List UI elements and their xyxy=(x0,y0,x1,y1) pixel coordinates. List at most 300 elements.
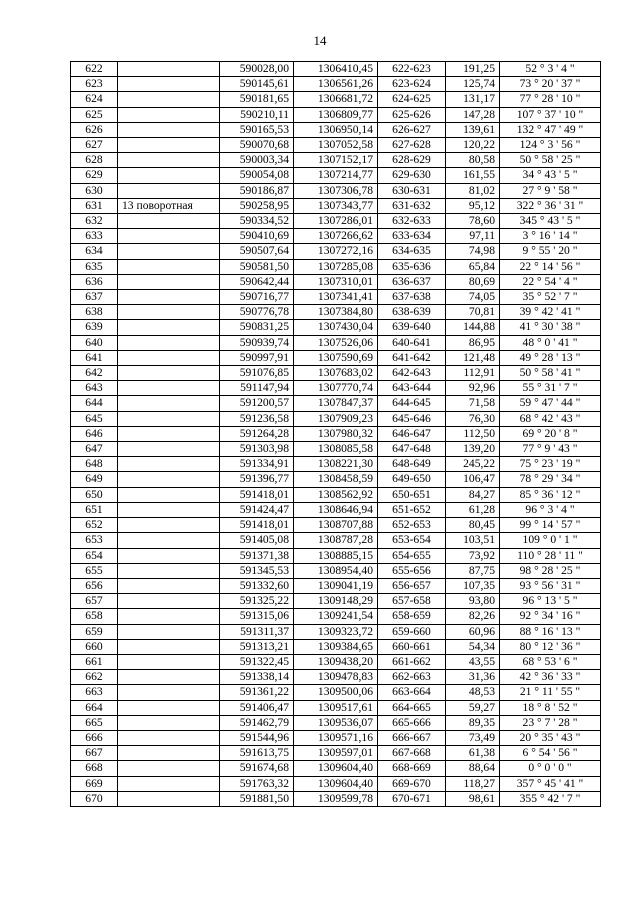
x-coordinate-cell: 590831,25 xyxy=(220,320,294,335)
table-row xyxy=(71,290,601,305)
y-coordinate-cell: 1307384,80 xyxy=(294,305,378,320)
direction-angle-cell: 93 ° 56 ' 31 " xyxy=(500,578,601,593)
y-coordinate-cell: 1307310,01 xyxy=(294,274,378,289)
segment-cell: 660-661 xyxy=(378,639,446,654)
point-number-cell: 631 xyxy=(71,198,118,213)
direction-angle-cell: 21 ° 11 ' 55 " xyxy=(500,685,601,700)
segment-length-cell: 139,61 xyxy=(446,122,500,137)
direction-angle-cell: 68 ° 53 ' 6 " xyxy=(500,654,601,669)
point-number-cell: 652 xyxy=(71,518,118,533)
x-coordinate-cell: 590145,61 xyxy=(220,77,294,92)
point-type-cell xyxy=(118,776,220,791)
segment-cell: 627-628 xyxy=(378,138,446,153)
direction-angle-cell: 18 ° 8 ' 52 " xyxy=(500,700,601,715)
y-coordinate-cell: 1308221,30 xyxy=(294,457,378,472)
direction-angle-cell: 78 ° 29 ' 34 " xyxy=(500,472,601,487)
point-number-cell: 670 xyxy=(71,791,118,806)
direction-angle-cell: 49 ° 28 ' 13 " xyxy=(500,350,601,365)
segment-cell: 651-652 xyxy=(378,502,446,517)
x-coordinate-cell: 590054,08 xyxy=(220,168,294,183)
direction-angle-cell: 77 ° 28 ' 10 " xyxy=(500,92,601,107)
y-coordinate-cell: 1307590,69 xyxy=(294,350,378,365)
direction-angle-cell: 22 ° 54 ' 4 " xyxy=(500,274,601,289)
segment-length-cell: 73,49 xyxy=(446,730,500,745)
segment-length-cell: 73,92 xyxy=(446,548,500,563)
y-coordinate-cell: 1308646,94 xyxy=(294,502,378,517)
table-row xyxy=(71,320,601,335)
point-type-cell xyxy=(118,366,220,381)
segment-cell: 641-642 xyxy=(378,350,446,365)
segment-length-cell: 82,26 xyxy=(446,609,500,624)
point-type-cell xyxy=(118,791,220,806)
segment-length-cell: 78,60 xyxy=(446,214,500,229)
point-type-cell xyxy=(118,700,220,715)
point-number-cell: 642 xyxy=(71,366,118,381)
segment-cell: 670-671 xyxy=(378,791,446,806)
point-number-cell: 656 xyxy=(71,578,118,593)
segment-length-cell: 80,58 xyxy=(446,153,500,168)
point-number-cell: 623 xyxy=(71,77,118,92)
direction-angle-cell: 68 ° 42 ' 43 " xyxy=(500,411,601,426)
x-coordinate-cell: 590334,52 xyxy=(220,214,294,229)
point-number-cell: 640 xyxy=(71,335,118,350)
segment-cell: 669-670 xyxy=(378,776,446,791)
x-coordinate-cell: 591881,50 xyxy=(220,791,294,806)
y-coordinate-cell: 1307052,58 xyxy=(294,138,378,153)
direction-angle-cell: 48 ° 0 ' 41 " xyxy=(500,335,601,350)
point-type-cell xyxy=(118,138,220,153)
point-number-cell: 630 xyxy=(71,183,118,198)
segment-length-cell: 61,38 xyxy=(446,746,500,761)
table-row xyxy=(71,122,601,137)
segment-cell: 658-659 xyxy=(378,609,446,624)
segment-cell: 632-633 xyxy=(378,214,446,229)
point-number-cell: 661 xyxy=(71,654,118,669)
point-type-cell xyxy=(118,259,220,274)
direction-angle-cell: 110 ° 28 ' 11 " xyxy=(500,548,601,563)
y-coordinate-cell: 1307343,77 xyxy=(294,198,378,213)
segment-length-cell: 245,22 xyxy=(446,457,500,472)
segment-cell: 650-651 xyxy=(378,487,446,502)
table-row xyxy=(71,746,601,761)
point-type-cell xyxy=(118,350,220,365)
segment-length-cell: 147,28 xyxy=(446,107,500,122)
y-coordinate-cell: 1308707,88 xyxy=(294,518,378,533)
point-type-cell xyxy=(118,396,220,411)
table-row xyxy=(71,214,601,229)
point-number-cell: 622 xyxy=(71,62,118,77)
point-number-cell: 626 xyxy=(71,122,118,137)
point-type-cell xyxy=(118,639,220,654)
point-number-cell: 654 xyxy=(71,548,118,563)
table-row xyxy=(71,594,601,609)
x-coordinate-cell: 591763,32 xyxy=(220,776,294,791)
point-number-cell: 641 xyxy=(71,350,118,365)
segment-cell: 630-631 xyxy=(378,183,446,198)
point-number-cell: 655 xyxy=(71,563,118,578)
x-coordinate-cell: 591674,68 xyxy=(220,761,294,776)
segment-cell: 625-626 xyxy=(378,107,446,122)
point-type-cell xyxy=(118,761,220,776)
y-coordinate-cell: 1307152,17 xyxy=(294,153,378,168)
segment-cell: 622-623 xyxy=(378,62,446,77)
segment-cell: 659-660 xyxy=(378,624,446,639)
point-type-cell xyxy=(118,533,220,548)
table-row xyxy=(71,92,601,107)
y-coordinate-cell: 1307306,78 xyxy=(294,183,378,198)
point-number-cell: 657 xyxy=(71,594,118,609)
segment-cell: 653-654 xyxy=(378,533,446,548)
table-row xyxy=(71,791,601,806)
table-row xyxy=(71,366,601,381)
segment-cell: 628-629 xyxy=(378,153,446,168)
y-coordinate-cell: 1309384,65 xyxy=(294,639,378,654)
segment-length-cell: 31,36 xyxy=(446,670,500,685)
segment-length-cell: 144,88 xyxy=(446,320,500,335)
x-coordinate-cell: 591076,85 xyxy=(220,366,294,381)
x-coordinate-cell: 590410,69 xyxy=(220,229,294,244)
point-number-cell: 627 xyxy=(71,138,118,153)
y-coordinate-cell: 1307909,23 xyxy=(294,411,378,426)
y-coordinate-cell: 1306410,45 xyxy=(294,62,378,77)
x-coordinate-cell: 591332,60 xyxy=(220,578,294,593)
x-coordinate-cell: 590181,65 xyxy=(220,92,294,107)
point-type-cell xyxy=(118,594,220,609)
segment-cell: 640-641 xyxy=(378,335,446,350)
direction-angle-cell: 75 ° 23 ' 19 " xyxy=(500,457,601,472)
segment-length-cell: 93,80 xyxy=(446,594,500,609)
table-row xyxy=(71,502,601,517)
x-coordinate-cell: 591322,45 xyxy=(220,654,294,669)
y-coordinate-cell: 1309604,40 xyxy=(294,776,378,791)
x-coordinate-cell: 591371,38 xyxy=(220,548,294,563)
y-coordinate-cell: 1309041,19 xyxy=(294,578,378,593)
x-coordinate-cell: 590210,11 xyxy=(220,107,294,122)
point-type-cell xyxy=(118,654,220,669)
segment-length-cell: 89,35 xyxy=(446,715,500,730)
point-number-cell: 666 xyxy=(71,730,118,745)
point-number-cell: 632 xyxy=(71,214,118,229)
x-coordinate-cell: 591462,79 xyxy=(220,715,294,730)
direction-angle-cell: 50 ° 58 ' 25 " xyxy=(500,153,601,168)
segment-cell: 635-636 xyxy=(378,259,446,274)
x-coordinate-cell: 591418,01 xyxy=(220,487,294,502)
table-row xyxy=(71,654,601,669)
point-type-cell xyxy=(118,502,220,517)
segment-length-cell: 131,17 xyxy=(446,92,500,107)
point-type-cell xyxy=(118,229,220,244)
segment-length-cell: 74,05 xyxy=(446,290,500,305)
point-number-cell: 645 xyxy=(71,411,118,426)
segment-length-cell: 98,61 xyxy=(446,791,500,806)
segment-cell: 626-627 xyxy=(378,122,446,137)
point-type-cell xyxy=(118,670,220,685)
segment-cell: 664-665 xyxy=(378,700,446,715)
segment-length-cell: 103,51 xyxy=(446,533,500,548)
point-type-cell xyxy=(118,746,220,761)
x-coordinate-cell: 590939,74 xyxy=(220,335,294,350)
x-coordinate-cell: 591200,57 xyxy=(220,396,294,411)
y-coordinate-cell: 1307430,04 xyxy=(294,320,378,335)
y-coordinate-cell: 1307266,62 xyxy=(294,229,378,244)
segment-cell: 652-653 xyxy=(378,518,446,533)
x-coordinate-cell: 591418,01 xyxy=(220,518,294,533)
segment-length-cell: 92,96 xyxy=(446,381,500,396)
y-coordinate-cell: 1307214,77 xyxy=(294,168,378,183)
y-coordinate-cell: 1308787,28 xyxy=(294,533,378,548)
point-number-cell: 643 xyxy=(71,381,118,396)
table-row xyxy=(71,274,601,289)
segment-cell: 661-662 xyxy=(378,654,446,669)
direction-angle-cell: 99 ° 14 ' 57 " xyxy=(500,518,601,533)
x-coordinate-cell: 590716,77 xyxy=(220,290,294,305)
x-coordinate-cell: 591345,53 xyxy=(220,563,294,578)
point-number-cell: 664 xyxy=(71,700,118,715)
point-type-cell xyxy=(118,214,220,229)
table-row xyxy=(71,153,601,168)
direction-angle-cell: 9 ° 55 ' 20 " xyxy=(500,244,601,259)
point-number-cell: 665 xyxy=(71,715,118,730)
segment-cell: 645-646 xyxy=(378,411,446,426)
table-row xyxy=(71,305,601,320)
point-type-cell xyxy=(118,426,220,441)
direction-angle-cell: 23 ° 7 ' 28 " xyxy=(500,715,601,730)
point-number-cell: 636 xyxy=(71,274,118,289)
point-type-cell xyxy=(118,548,220,563)
y-coordinate-cell: 1307980,32 xyxy=(294,426,378,441)
table-row xyxy=(71,107,601,122)
point-number-cell: 668 xyxy=(71,761,118,776)
segment-cell: 629-630 xyxy=(378,168,446,183)
table-row xyxy=(71,670,601,685)
x-coordinate-cell: 591313,21 xyxy=(220,639,294,654)
direction-angle-cell: 96 ° 3 ' 4 " xyxy=(500,502,601,517)
x-coordinate-cell: 591311,37 xyxy=(220,624,294,639)
segment-length-cell: 80,69 xyxy=(446,274,500,289)
point-type-cell xyxy=(118,305,220,320)
table-row xyxy=(71,685,601,700)
table-row xyxy=(71,548,601,563)
x-coordinate-cell: 591544,96 xyxy=(220,730,294,745)
segment-length-cell: 88,64 xyxy=(446,761,500,776)
segment-cell: 634-635 xyxy=(378,244,446,259)
segment-cell: 654-655 xyxy=(378,548,446,563)
table-row xyxy=(71,381,601,396)
y-coordinate-cell: 1306950,14 xyxy=(294,122,378,137)
y-coordinate-cell: 1308085,58 xyxy=(294,442,378,457)
segment-length-cell: 112,91 xyxy=(446,366,500,381)
y-coordinate-cell: 1309571,16 xyxy=(294,730,378,745)
table-row xyxy=(71,77,601,92)
segment-length-cell: 125,74 xyxy=(446,77,500,92)
point-type-cell xyxy=(118,381,220,396)
direction-angle-cell: 88 ° 16 ' 13 " xyxy=(500,624,601,639)
x-coordinate-cell: 590028,00 xyxy=(220,62,294,77)
direction-angle-cell: 39 ° 42 ' 41 " xyxy=(500,305,601,320)
segment-length-cell: 107,35 xyxy=(446,578,500,593)
table-row xyxy=(71,776,601,791)
y-coordinate-cell: 1307526,06 xyxy=(294,335,378,350)
segment-length-cell: 60,96 xyxy=(446,624,500,639)
x-coordinate-cell: 591315,06 xyxy=(220,609,294,624)
point-type-cell xyxy=(118,624,220,639)
table-row xyxy=(71,229,601,244)
direction-angle-cell: 124 ° 3 ' 56 " xyxy=(500,138,601,153)
point-number-cell: 660 xyxy=(71,639,118,654)
segment-length-cell: 86,95 xyxy=(446,335,500,350)
point-number-cell: 644 xyxy=(71,396,118,411)
x-coordinate-cell: 590070,68 xyxy=(220,138,294,153)
point-type-cell xyxy=(118,77,220,92)
point-number-cell: 625 xyxy=(71,107,118,122)
direction-angle-cell: 6 ° 54 ' 56 " xyxy=(500,746,601,761)
point-number-cell: 662 xyxy=(71,670,118,685)
point-type-cell xyxy=(118,487,220,502)
x-coordinate-cell: 591406,47 xyxy=(220,700,294,715)
y-coordinate-cell: 1309438,20 xyxy=(294,654,378,669)
direction-angle-cell: 77 ° 9 ' 43 " xyxy=(500,442,601,457)
point-type-cell xyxy=(118,472,220,487)
y-coordinate-cell: 1309500,06 xyxy=(294,685,378,700)
y-coordinate-cell: 1309597,01 xyxy=(294,746,378,761)
segment-cell: 656-657 xyxy=(378,578,446,593)
y-coordinate-cell: 1307286,01 xyxy=(294,214,378,229)
segment-length-cell: 71,58 xyxy=(446,396,500,411)
direction-angle-cell: 35 ° 52 ' 7 " xyxy=(500,290,601,305)
table-row xyxy=(71,578,601,593)
point-number-cell: 648 xyxy=(71,457,118,472)
segment-length-cell: 112,50 xyxy=(446,426,500,441)
table-row xyxy=(71,472,601,487)
point-type-cell xyxy=(118,274,220,289)
point-type-cell xyxy=(118,685,220,700)
x-coordinate-cell: 591334,91 xyxy=(220,457,294,472)
point-type-cell xyxy=(118,335,220,350)
table-row xyxy=(71,138,601,153)
segment-length-cell: 80,45 xyxy=(446,518,500,533)
segment-cell: 657-658 xyxy=(378,594,446,609)
x-coordinate-cell: 591303,98 xyxy=(220,442,294,457)
x-coordinate-cell: 590003,34 xyxy=(220,153,294,168)
point-type-cell xyxy=(118,168,220,183)
table-row xyxy=(71,335,601,350)
table-row xyxy=(71,244,601,259)
table-row xyxy=(71,442,601,457)
direction-angle-cell: 0 ° 0 ' 0 " xyxy=(500,761,601,776)
direction-angle-cell: 55 ° 31 ' 7 " xyxy=(500,381,601,396)
table-row xyxy=(71,198,601,213)
y-coordinate-cell: 1309241,54 xyxy=(294,609,378,624)
segment-cell: 633-634 xyxy=(378,229,446,244)
segment-length-cell: 121,48 xyxy=(446,350,500,365)
direction-angle-cell: 20 ° 35 ' 43 " xyxy=(500,730,601,745)
y-coordinate-cell: 1307770,74 xyxy=(294,381,378,396)
table-row xyxy=(71,426,601,441)
table-row xyxy=(71,700,601,715)
direction-angle-cell: 345 ° 43 ' 5 " xyxy=(500,214,601,229)
point-number-cell: 651 xyxy=(71,502,118,517)
table-row xyxy=(71,487,601,502)
x-coordinate-cell: 590642,44 xyxy=(220,274,294,289)
y-coordinate-cell: 1309323,72 xyxy=(294,624,378,639)
segment-length-cell: 76,30 xyxy=(446,411,500,426)
direction-angle-cell: 355 ° 42 ' 7 " xyxy=(500,791,601,806)
segment-cell: 667-668 xyxy=(378,746,446,761)
table-row xyxy=(71,730,601,745)
y-coordinate-cell: 1306561,26 xyxy=(294,77,378,92)
table-row xyxy=(71,518,601,533)
point-number-cell: 649 xyxy=(71,472,118,487)
point-number-cell: 628 xyxy=(71,153,118,168)
x-coordinate-cell: 590507,64 xyxy=(220,244,294,259)
point-number-cell: 635 xyxy=(71,259,118,274)
y-coordinate-cell: 1307683,02 xyxy=(294,366,378,381)
table-row xyxy=(71,457,601,472)
segment-cell: 642-643 xyxy=(378,366,446,381)
segment-length-cell: 84,27 xyxy=(446,487,500,502)
segment-length-cell: 74,98 xyxy=(446,244,500,259)
point-type-cell xyxy=(118,290,220,305)
point-type-cell xyxy=(118,153,220,168)
x-coordinate-cell: 591338,14 xyxy=(220,670,294,685)
direction-angle-cell: 322 ° 36 ' 31 " xyxy=(500,198,601,213)
segment-length-cell: 95,12 xyxy=(446,198,500,213)
segment-cell: 631-632 xyxy=(378,198,446,213)
x-coordinate-cell: 591264,28 xyxy=(220,426,294,441)
y-coordinate-cell: 1309478,83 xyxy=(294,670,378,685)
x-coordinate-cell: 591361,22 xyxy=(220,685,294,700)
segment-cell: 644-645 xyxy=(378,396,446,411)
segment-length-cell: 161,55 xyxy=(446,168,500,183)
y-coordinate-cell: 1306681,72 xyxy=(294,92,378,107)
segment-length-cell: 81,02 xyxy=(446,183,500,198)
direction-angle-cell: 357 ° 45 ' 41 " xyxy=(500,776,601,791)
segment-cell: 624-625 xyxy=(378,92,446,107)
y-coordinate-cell: 1309536,07 xyxy=(294,715,378,730)
point-type-cell xyxy=(118,442,220,457)
point-type-cell xyxy=(118,92,220,107)
x-coordinate-cell: 590186,87 xyxy=(220,183,294,198)
direction-angle-cell: 34 ° 43 ' 5 " xyxy=(500,168,601,183)
y-coordinate-cell: 1307272,16 xyxy=(294,244,378,259)
segment-length-cell: 59,27 xyxy=(446,700,500,715)
page-number: 14 xyxy=(313,33,327,48)
y-coordinate-cell: 1309148,29 xyxy=(294,594,378,609)
y-coordinate-cell: 1307847,37 xyxy=(294,396,378,411)
point-type-cell: 13 поворотная xyxy=(118,198,220,213)
point-type-cell xyxy=(118,715,220,730)
table-row xyxy=(71,533,601,548)
x-coordinate-cell: 591147,94 xyxy=(220,381,294,396)
point-type-cell xyxy=(118,578,220,593)
segment-length-cell: 97,11 xyxy=(446,229,500,244)
x-coordinate-cell: 591405,08 xyxy=(220,533,294,548)
point-number-cell: 634 xyxy=(71,244,118,259)
point-type-cell xyxy=(118,320,220,335)
point-number-cell: 647 xyxy=(71,442,118,457)
table-row xyxy=(71,168,601,183)
y-coordinate-cell: 1309604,40 xyxy=(294,761,378,776)
x-coordinate-cell: 590776,78 xyxy=(220,305,294,320)
segment-cell: 649-650 xyxy=(378,472,446,487)
point-number-cell: 639 xyxy=(71,320,118,335)
direction-angle-cell: 109 ° 0 ' 1 " xyxy=(500,533,601,548)
table-row xyxy=(71,715,601,730)
point-type-cell xyxy=(118,730,220,745)
segment-cell: 638-639 xyxy=(378,305,446,320)
table-row xyxy=(71,350,601,365)
segment-length-cell: 61,28 xyxy=(446,502,500,517)
